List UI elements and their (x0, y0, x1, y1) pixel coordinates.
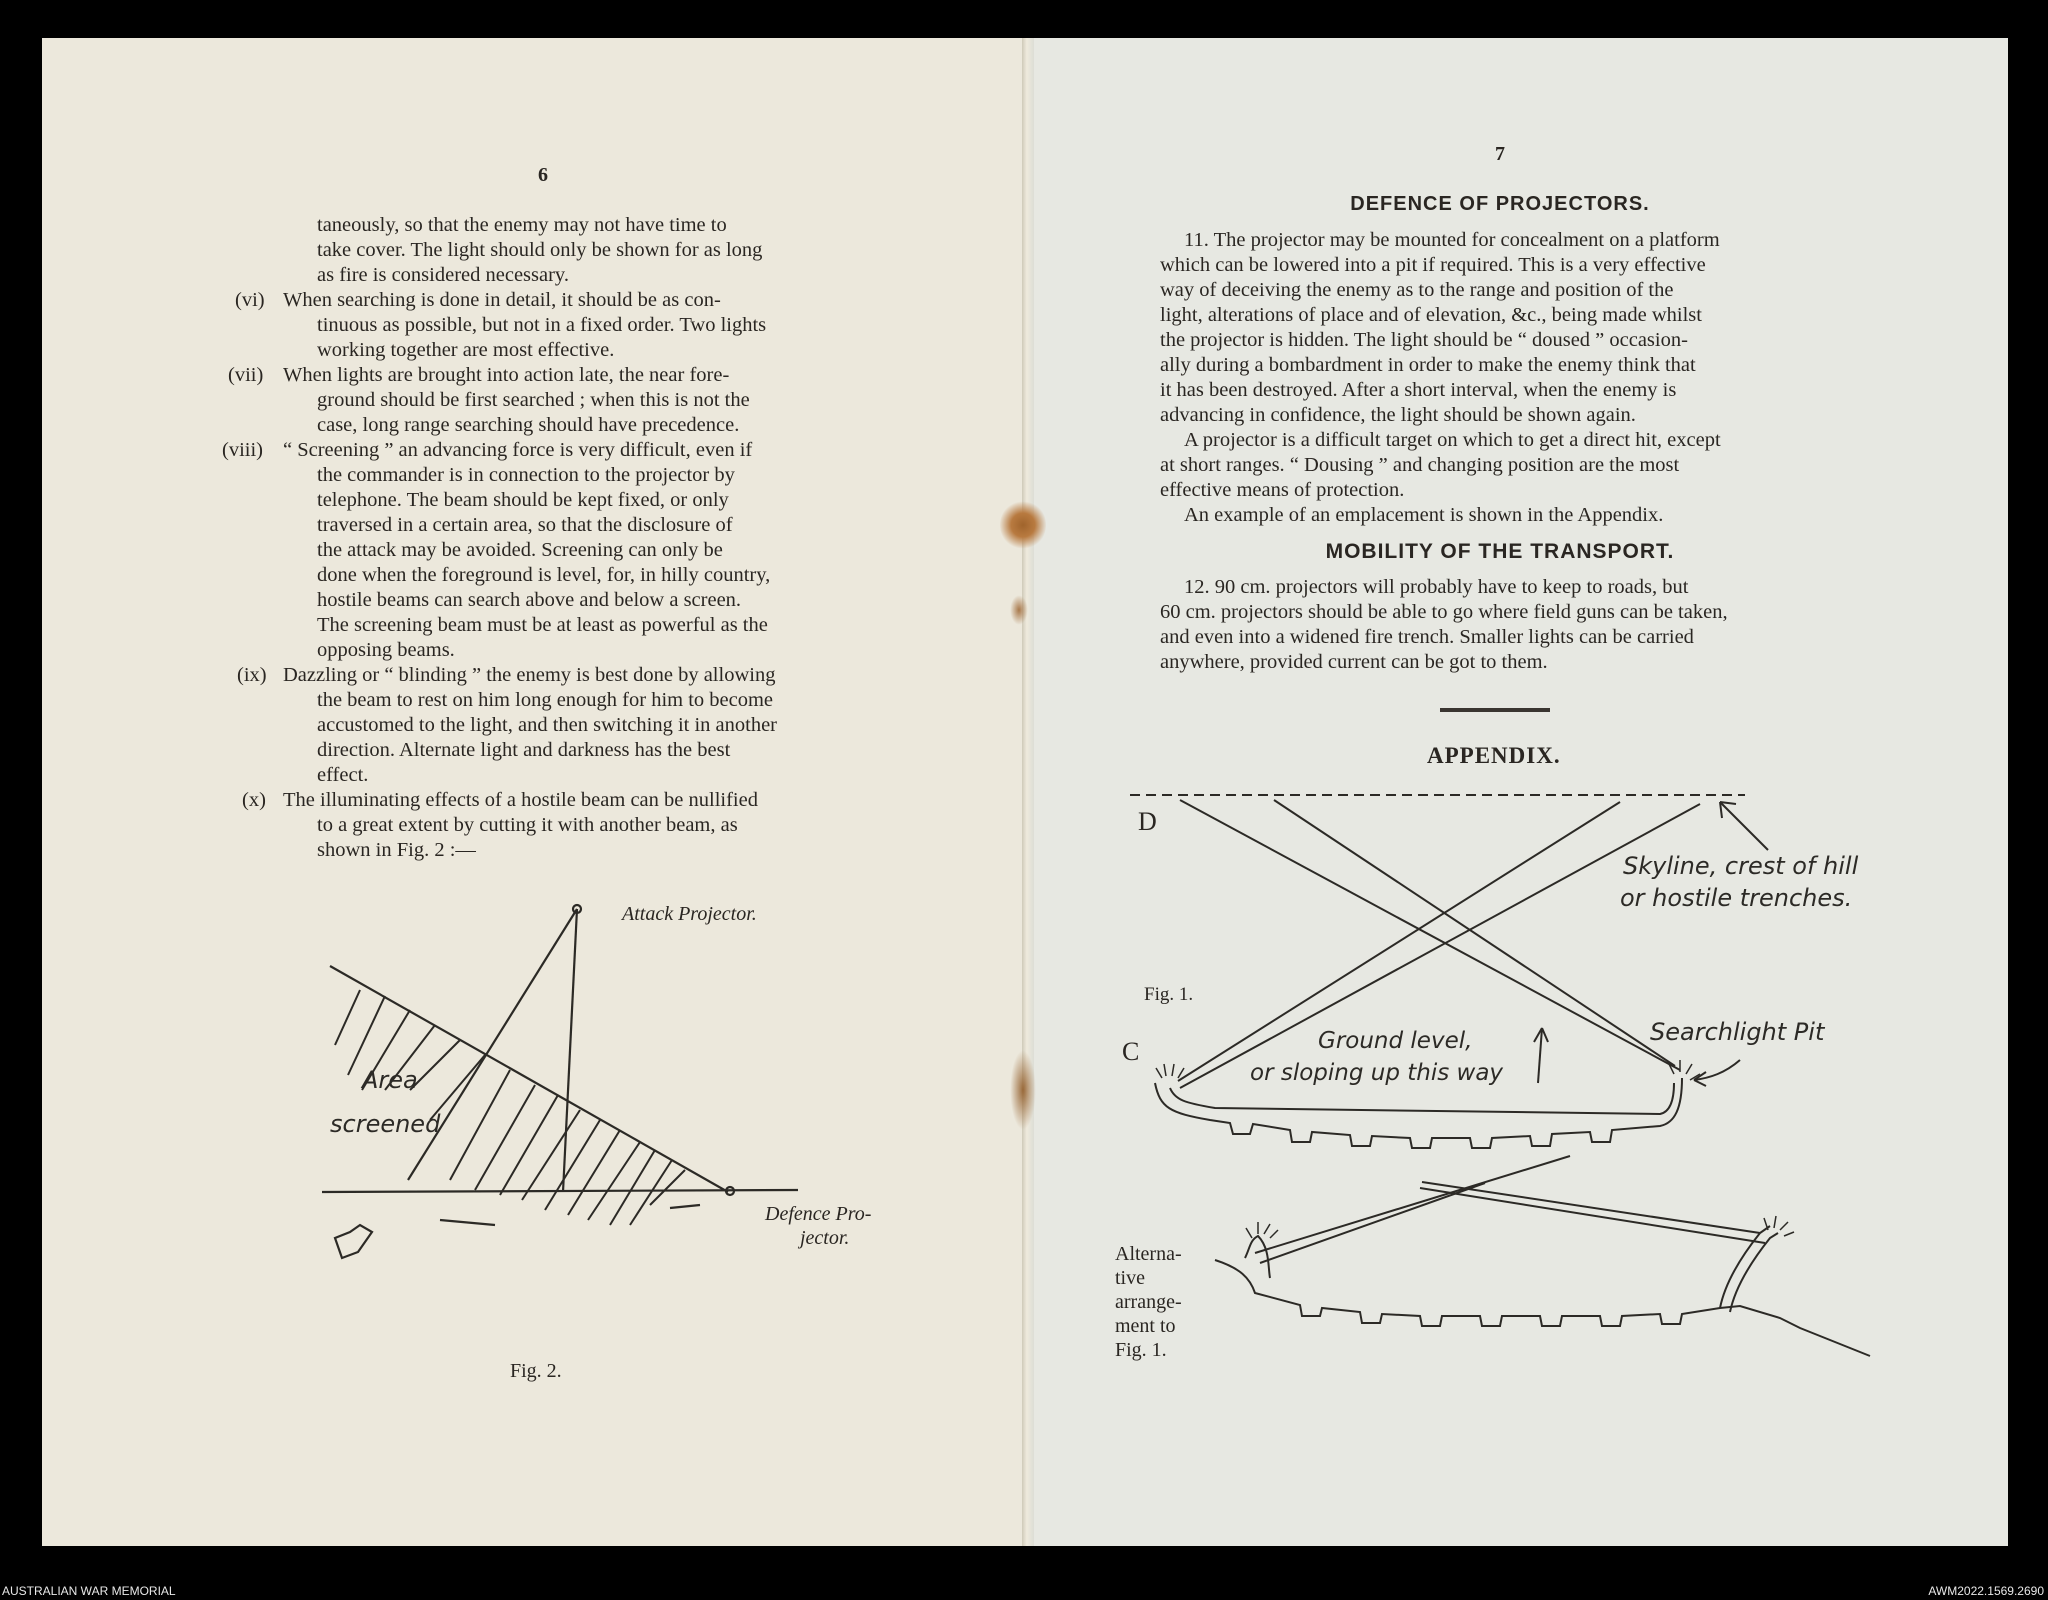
list-item (222, 438, 895, 663)
skyline-arrow (1720, 802, 1768, 850)
text-line: working together are most effective. (317, 339, 615, 361)
text-line: hostile beams can search above and below a screen. (317, 589, 742, 611)
item-number: (vi) (235, 289, 265, 311)
alternative-arrangement-label: Alterna- (1115, 1243, 1182, 1265)
alternative-trench (1215, 1260, 1870, 1356)
text-line: way of deceiving the enemy as to the range and position of the (1160, 279, 1674, 301)
page-number-left: 6 (538, 164, 548, 186)
text-line: 12. 90 cm. projectors will probably have to keep to roads, but (1184, 576, 1689, 598)
appendix-title: APPENDIX. (1427, 743, 1561, 768)
alternative-trench-left (1245, 1236, 1270, 1278)
alternative-trench-branch (1720, 1226, 1770, 1308)
section-rule (1440, 708, 1550, 712)
skyline-label: or hostile trenches. (1620, 884, 1853, 912)
area-label: Area (362, 1066, 418, 1094)
text-line: case, long range searching should have precedence. (317, 414, 740, 436)
beam-lower (1422, 1182, 1760, 1233)
text-line: effective means of protection. (1160, 479, 1405, 501)
figure-2-caption: Fig. 2. (510, 1360, 562, 1382)
item-number: (vii) (228, 364, 264, 386)
text-line: advancing in confidence, the light should be shown again. (1160, 404, 1636, 426)
footer-accession: AWM2022.1569.2690 (1928, 1584, 2044, 1598)
figure-2 (300, 880, 872, 1400)
text-line: 60 cm. projectors should be able to go where field guns can be taken, (1160, 601, 1728, 623)
text-line: When searching is done in detail, it should be as con- (283, 289, 721, 311)
text-line: “ Screening ” an advancing force is very difficult, even if (283, 439, 753, 461)
item-number: (viii) (222, 439, 263, 461)
text-line: shown in Fig. 2 :— (317, 839, 476, 861)
text-line: A projector is a difficult target on which to get a direct hit, except (1184, 429, 1721, 451)
list-item (242, 788, 895, 863)
beam-lower (1420, 1188, 1765, 1243)
text-line: accustomed to the light, and then switching it in another (317, 714, 778, 736)
screened-label: screened (330, 1110, 441, 1138)
slope-arrow (1538, 1028, 1542, 1083)
text-line: and even into a widened fire trench. Smaller lights can be carried (1160, 626, 1694, 648)
attack-beam-diagonal (408, 909, 577, 1180)
text-line: done when the foreground is level, for, in hilly country, (317, 564, 771, 586)
ground-level-label: or sloping up this way (1250, 1060, 1504, 1086)
text-line: ally during a bombardment in order to make the enemy think that (1160, 354, 1696, 376)
beam (1274, 800, 1675, 1066)
text-line: the projector is hidden. The light should be “ doused ” occasion- (1160, 329, 1688, 351)
text-line: it has been destroyed. After a short interval, when the enemy is (1160, 379, 1677, 401)
text-line: anywhere, provided current can be got to them. (1160, 651, 1548, 673)
footer-source: AUSTRALIAN WAR MEMORIAL (2, 1584, 176, 1598)
text-line: The illuminating effects of a hostile beam can be nullified (283, 789, 758, 811)
text-line: at short ranges. “ Dousing ” and changing position are the most (1160, 454, 1680, 476)
text-line: effect. (317, 764, 369, 786)
list-item (237, 663, 895, 788)
defence-projector-label: Defence Pro- (765, 1203, 872, 1225)
heading-defence-of-projectors: DEFENCE OF PROJECTORS. (1350, 193, 1650, 215)
alternative-arrangement-label: ment to (1115, 1315, 1176, 1337)
text-line: 11. The projector may be mounted for concealment on a platform (1184, 229, 1720, 251)
figure-1 (1100, 778, 2000, 1378)
skyline-label: Skyline, crest of hill (1623, 852, 1859, 880)
searchlight-pit-left (1156, 1064, 1184, 1078)
text-line: taneously, so that the enemy may not have time to (317, 214, 727, 236)
alternative-trench-branch (1730, 1233, 1778, 1312)
left-page-text (222, 213, 895, 863)
alternative-pit-left (1246, 1222, 1278, 1238)
searchlight-pit-label: Searchlight Pit (1650, 1018, 1825, 1046)
book-gutter (1022, 38, 1034, 1546)
dash-mark (670, 1205, 700, 1208)
alternative-arrangement-label: tive (1115, 1267, 1145, 1289)
text-line: The screening beam must be at least as powerful as the (317, 614, 768, 636)
dash-mark (440, 1220, 495, 1225)
defence-projector-label: jector. (800, 1227, 850, 1249)
text-line: the commander is in connection to the projector by (317, 464, 735, 486)
rust-stain (1010, 1050, 1036, 1130)
text-line: opposing beams. (317, 639, 455, 661)
item-number: (ix) (237, 664, 267, 686)
figure-1-label: Fig. 1. (1144, 984, 1194, 1005)
alternative-arrangement-label: Fig. 1. (1115, 1339, 1167, 1361)
list-item (228, 363, 895, 438)
ground-level-label: Ground level, (1318, 1028, 1473, 1054)
paragraph-11 (1160, 228, 1850, 528)
label-c: C (1122, 1037, 1140, 1066)
attack-projector-label: Attack Projector. (622, 903, 757, 925)
heading-mobility-of-transport: MOBILITY OF THE TRANSPORT. (1325, 540, 1675, 563)
rust-stain (1000, 500, 1046, 550)
rust-stain (1010, 595, 1028, 625)
text-line: traversed in a certain area, so that the disclosure of (317, 514, 733, 536)
attack-beam (563, 909, 577, 1192)
list-item (235, 288, 895, 363)
outpost-shape (335, 1225, 372, 1258)
text-line: ground should be first searched ; when this is not the (317, 389, 750, 411)
text-line: An example of an emplacement is shown in the Appendix. (1184, 504, 1664, 526)
page-number-right: 7 (1495, 143, 1505, 165)
label-d: D (1138, 807, 1157, 836)
text-line: tinuous as possible, but not in a fixed order. Two lights (317, 314, 767, 336)
text-line: light, alterations of place and of elevation, &c., being made whilst (1160, 304, 1702, 326)
text-line: which can be lowered into a pit if required. This is a very effective (1160, 254, 1706, 276)
text-line: direction. Alternate light and darkness has the best (317, 739, 731, 761)
upper-trench-inner (1170, 1083, 1674, 1114)
text-line: When lights are brought into action late, the near fore- (283, 364, 730, 386)
text-line: Dazzling or “ blinding ” the enemy is best done by allowing (283, 664, 776, 686)
item-number: (x) (242, 789, 266, 811)
text-line: to a great extent by cutting it with another beam, as (317, 814, 738, 836)
alternative-arrangement-label: arrange- (1115, 1291, 1182, 1313)
text-line: the beam to rest on him long enough for him to become (317, 689, 774, 711)
text-line: take cover. The light should only be shown for as long (317, 239, 763, 261)
searchlight-pit-right (1668, 1060, 1700, 1080)
pit-arrow (1694, 1060, 1740, 1080)
text-line: telephone. The beam should be kept fixed, or only (317, 489, 729, 511)
paragraph-12 (1160, 575, 1850, 675)
text-line: as fire is considered necessary. (317, 264, 569, 286)
beam-lower (1260, 1183, 1485, 1263)
text-line: the attack may be avoided. Screening can only be (317, 539, 723, 561)
